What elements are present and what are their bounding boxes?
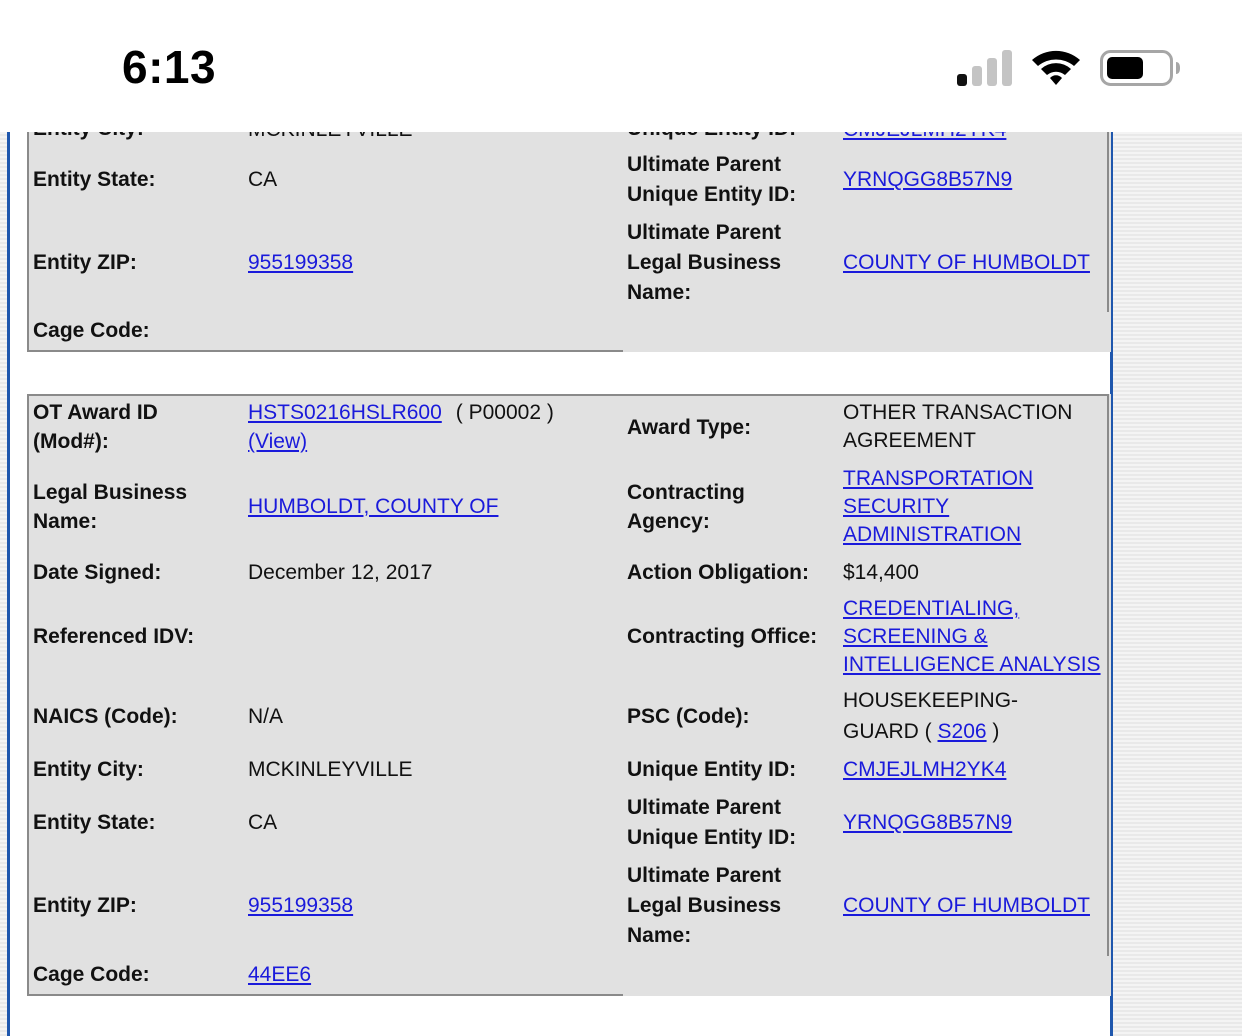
ultimate-parent-name-label-line2: Legal Business xyxy=(627,251,782,274)
entity-city-value: MCKINLEYVILLE xyxy=(248,758,413,781)
ultimate-parent-uei-link[interactable]: YRNQGG8B57N9 xyxy=(843,168,1013,191)
ultimate-parent-name-label-line3: Name: xyxy=(627,924,692,947)
record-border-bottom xyxy=(27,994,623,996)
ultimate-parent-name-label-line1: Ultimate Parent xyxy=(627,221,782,244)
cellular-signal-icon xyxy=(957,50,1013,86)
cage-code-label: Cage Code: xyxy=(33,319,150,342)
award-type-label: Award Type: xyxy=(627,416,752,439)
psc-value-suffix: ) xyxy=(992,720,1000,743)
ultimate-parent-uei-link[interactable]: YRNQGG8B57N9 xyxy=(843,811,1013,834)
cage-code-label: Cage Code: xyxy=(33,963,150,986)
ultimate-parent-uei-label-line1: Ultimate Parent xyxy=(627,796,782,819)
entity-zip-label: Entity ZIP: xyxy=(33,251,137,274)
entity-zip-label: Entity ZIP: xyxy=(33,894,137,917)
psc-value-line1: HOUSEKEEPING- xyxy=(843,689,1019,712)
legal-business-name-label-line1: Legal Business xyxy=(33,481,188,504)
status-bar xyxy=(0,0,1242,132)
contracting-office-link-line1[interactable]: CREDENTIALING, xyxy=(843,597,1020,620)
naics-code-label: NAICS (Code): xyxy=(33,705,178,728)
ot-award-id-label-line2: (Mod#): xyxy=(33,430,109,453)
uei-label: Unique Entity ID: xyxy=(627,758,797,781)
contracting-agency-link-line3[interactable]: ADMINISTRATION xyxy=(843,523,1022,546)
record-border-bottom xyxy=(27,350,623,352)
status-time: 6:13 xyxy=(122,41,217,93)
contracting-office-label: Contracting Office: xyxy=(627,625,818,648)
record-border-right xyxy=(1107,394,1109,956)
mod-number: ( P00002 ) xyxy=(455,401,554,424)
legal-business-name-link[interactable]: HUMBOLDT, COUNTY OF xyxy=(248,495,499,518)
contracting-office-link-line2[interactable]: SCREENING & xyxy=(843,625,988,648)
award-record-previous xyxy=(27,132,1111,352)
record-border-left xyxy=(27,132,29,352)
record-border-right xyxy=(1107,132,1109,312)
award-type-value-line1: OTHER TRANSACTION xyxy=(843,401,1073,424)
entity-state-value: CA xyxy=(248,811,278,834)
award-record xyxy=(27,394,1111,996)
battery-icon xyxy=(1100,50,1182,86)
contracting-agency-label-line2: Agency: xyxy=(627,510,710,533)
date-signed-label: Date Signed: xyxy=(33,561,162,584)
action-obligation-value: $14,400 xyxy=(843,561,919,584)
record-border-left xyxy=(27,394,29,996)
ultimate-parent-name-label-line1: Ultimate Parent xyxy=(627,864,782,887)
cage-code-link[interactable]: 44EE6 xyxy=(248,963,312,986)
entity-zip-link[interactable]: 955199358 xyxy=(248,251,354,274)
ultimate-parent-uei-label-line2: Unique Entity ID: xyxy=(627,183,797,206)
contracting-agency-link-line2[interactable]: SECURITY xyxy=(843,495,950,518)
ultimate-parent-name-link[interactable]: COUNTY OF HUMBOLDT xyxy=(843,251,1090,274)
uei-link[interactable]: CMJEJLMH2YK4 xyxy=(843,758,1007,781)
ot-award-id-label-line1: OT Award ID xyxy=(33,401,158,424)
award-type-value-line2: AGREEMENT xyxy=(843,429,977,452)
entity-zip-link[interactable]: 955199358 xyxy=(248,894,354,917)
ultimate-parent-uei-label-line1: Ultimate Parent xyxy=(627,153,782,176)
referenced-idv-label: Referenced IDV: xyxy=(33,625,195,648)
wifi-icon xyxy=(1030,46,1082,88)
psc-value-prefix: GUARD ( xyxy=(843,720,932,743)
entity-state-label: Entity State: xyxy=(33,168,156,191)
entity-state-value: CA xyxy=(248,168,278,191)
ot-award-id-link[interactable]: HSTS0216HSLR600 xyxy=(248,401,442,424)
entity-city-label: Entity City: xyxy=(33,758,144,781)
view-link[interactable]: (View) xyxy=(248,430,308,453)
ultimate-parent-name-label-line3: Name: xyxy=(627,281,692,304)
ultimate-parent-uei-label-line2: Unique Entity ID: xyxy=(627,826,797,849)
record-border-top xyxy=(27,394,1109,396)
page-background xyxy=(0,132,1242,1036)
ultimate-parent-name-link[interactable]: COUNTY OF HUMBOLDT xyxy=(843,894,1090,917)
action-obligation-label: Action Obligation: xyxy=(627,561,809,584)
content-frame xyxy=(7,132,1113,1036)
entity-state-label: Entity State: xyxy=(33,811,156,834)
psc-code-link[interactable]: S206 xyxy=(937,720,987,743)
psc-code-label: PSC (Code): xyxy=(627,705,750,728)
legal-business-name-label-line2: Name: xyxy=(33,510,98,533)
contracting-agency-link-line1[interactable]: TRANSPORTATION xyxy=(843,467,1034,490)
date-signed-value: December 12, 2017 xyxy=(248,561,433,584)
contracting-office-link-line3[interactable]: INTELLIGENCE ANALYSIS xyxy=(843,653,1101,676)
contracting-agency-label-line1: Contracting xyxy=(627,481,745,504)
naics-code-value: N/A xyxy=(248,705,284,728)
ultimate-parent-name-label-line2: Legal Business xyxy=(627,894,782,917)
